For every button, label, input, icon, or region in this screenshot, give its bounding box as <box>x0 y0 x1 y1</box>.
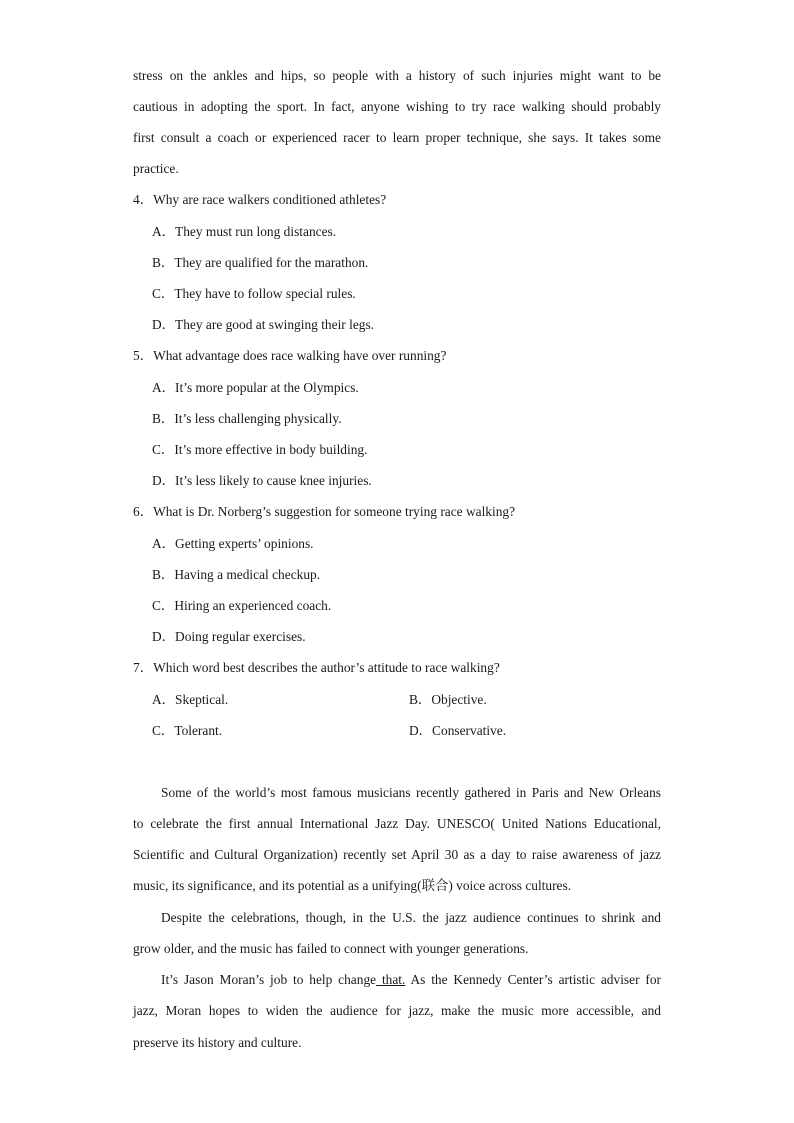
passage-line: preserve its history and culture. <box>133 1035 302 1050</box>
option-4b: B．They are qualified for the marathon. <box>152 255 369 270</box>
option-7c: C．Tolerant. <box>152 723 223 738</box>
passage-line: music, its significance, and its potential as a unifying(联合) voice across cultures. <box>133 878 572 893</box>
option-4d: D．They are good at swinging their legs. <box>152 317 375 332</box>
option-5d: D．It’s less likely to cause knee injuries. <box>152 473 372 488</box>
option-6c: C．Hiring an experienced coach. <box>152 598 332 613</box>
option-6b: B．Having a medical checkup. <box>152 567 321 582</box>
option-6d: D．Doing regular exercises. <box>152 629 306 644</box>
passage-line: grow older, and the music has failed to connect with younger generations. <box>133 941 529 956</box>
passage-line: to celebrate the first annual International Jazz Day. UNESCO( United Nations Educational, <box>133 816 661 831</box>
passage-line: first consult a coach or experienced racer to learn proper technique, she says. It takes some <box>133 130 661 145</box>
option-5c: C．It’s more effective in body building. <box>152 442 368 457</box>
passage-line: Some of the world’s most famous musicians recently gathered in Paris and New Orleans <box>161 785 661 800</box>
question-stem-7: 7．Which word best describes the author’s attitude to race walking? <box>133 660 500 675</box>
option-4c: C．They have to follow special rules. <box>152 286 356 301</box>
option-5a: A．It’s more popular at the Olympics. <box>152 380 359 395</box>
underlined-word: that. <box>376 972 406 987</box>
passage-line: Scientific and Cultural Organization) recently set April 30 as a day to raise awareness of jazz <box>133 847 661 862</box>
passage-text: As the Kennedy Center’s artistic adviser for <box>405 972 661 987</box>
question-stem-5: 5．What advantage does race walking have over running? <box>133 348 447 363</box>
passage-line: Despite the celebrations, though, in the U.S. the jazz audience continues to shrink and <box>161 910 661 925</box>
option-7a: A．Skeptical. <box>152 692 229 707</box>
passage-line: stress on the ankles and hips, so people with a history of such injuries might want to be <box>133 68 661 83</box>
option-7d: D．Conservative. <box>409 723 507 738</box>
question-stem-4: 4．Why are race walkers conditioned athletes? <box>133 192 387 207</box>
question-stem-6: 6．What is Dr. Norberg’s suggestion for someone trying race walking? <box>133 504 516 519</box>
passage-line <box>161 971 661 989</box>
passage-line: practice. <box>133 161 179 176</box>
option-7b: B．Objective. <box>409 692 487 707</box>
passage-line: cautious in adopting the sport. In fact, anyone wishing to try race walking should probably <box>133 99 661 114</box>
option-5b: B．It’s less challenging physically. <box>152 411 342 426</box>
option-6a: A．Getting experts’ opinions. <box>152 536 314 551</box>
option-4a: A．They must run long distances. <box>152 224 337 239</box>
passage-text: It’s Jason Moran’s job to help change <box>161 972 377 987</box>
passage-line: jazz, Moran hopes to widen the audience for jazz, make the music more accessible, and <box>133 1003 661 1018</box>
